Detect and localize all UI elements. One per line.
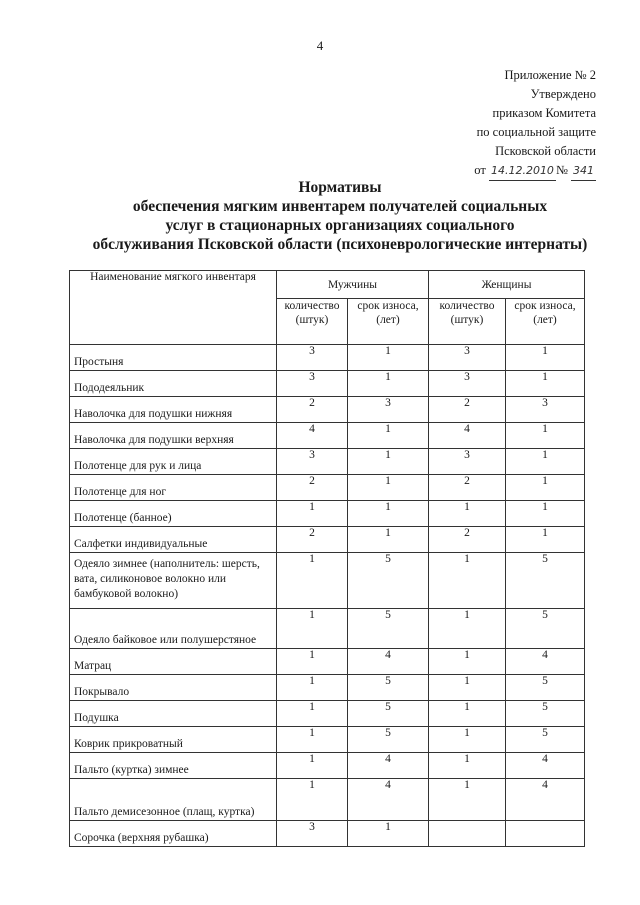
women-term: 4 (506, 753, 585, 779)
approval-appendix: Приложение № 2 (504, 68, 596, 82)
approval-number-label: № (555, 163, 568, 177)
header-women-term (506, 299, 585, 345)
men-quantity: 2 (277, 475, 348, 501)
men-term: 4 (348, 779, 429, 821)
men-quantity: 3 (277, 371, 348, 397)
women-term: 4 (506, 649, 585, 675)
handwritten-number: 341 (571, 161, 596, 181)
men-term: 1 (348, 475, 429, 501)
men-quantity: 2 (277, 527, 348, 553)
header-qty-line1: количество (284, 300, 340, 312)
item-name: Пальто демисезонное (плащ, куртка) (70, 779, 277, 821)
women-term (506, 821, 585, 847)
document-title (40, 178, 640, 254)
men-quantity: 1 (277, 727, 348, 753)
header-term-line1: срок износа, (514, 300, 576, 312)
header-item-name: Наименование мягкого инвентаря (70, 271, 277, 345)
women-term: 1 (506, 501, 585, 527)
item-name: Полотенце (банное) (70, 501, 277, 527)
header-term-line2: (лет) (376, 314, 400, 326)
women-quantity: 2 (429, 397, 506, 423)
women-term: 1 (506, 423, 585, 449)
table-row (70, 423, 585, 449)
title-line-3: услуг в стационарных организациях социального (165, 217, 515, 234)
header-qty-line2: (штук) (295, 314, 329, 326)
page-number: 4 (316, 38, 324, 53)
men-term: 5 (348, 553, 429, 609)
table-row (70, 371, 585, 397)
table-row (70, 397, 585, 423)
header-men-term (348, 299, 429, 345)
men-quantity: 1 (277, 675, 348, 701)
item-name: Сорочка (верхняя рубашка) (70, 821, 277, 847)
women-quantity: 1 (429, 753, 506, 779)
table-row (70, 345, 585, 371)
men-term: 4 (348, 753, 429, 779)
header-group-men: Мужчины (277, 271, 429, 299)
women-term: 1 (506, 449, 585, 475)
men-quantity: 1 (277, 701, 348, 727)
item-name: Одеяло байковое или полушерстяное (70, 609, 277, 649)
women-quantity: 1 (429, 553, 506, 609)
item-name: Одеяло зимнее (наполнитель: шерсть, вата, силиконовое волокно или бамбуковой волокно) (70, 553, 277, 609)
women-term: 5 (506, 727, 585, 753)
women-quantity: 3 (429, 449, 506, 475)
item-name: Салфетки индивидуальные (70, 527, 277, 553)
men-term: 5 (348, 675, 429, 701)
women-quantity: 1 (429, 779, 506, 821)
header-term-line1: срок износа, (357, 300, 419, 312)
table-row (70, 821, 585, 847)
item-name: Полотенце для ног (70, 475, 277, 501)
men-term: 1 (348, 527, 429, 553)
item-name: Полотенце для рук и лица (70, 449, 277, 475)
header-men-quantity (277, 299, 348, 345)
men-quantity: 1 (277, 779, 348, 821)
men-term: 1 (348, 423, 429, 449)
header-qty-line2: (штук) (450, 314, 484, 326)
women-quantity: 2 (429, 527, 506, 553)
item-name: Коврик прикроватный (70, 727, 277, 753)
women-quantity: 1 (429, 501, 506, 527)
men-term: 1 (348, 501, 429, 527)
approval-region: Псковской области (495, 144, 596, 158)
men-term: 4 (348, 649, 429, 675)
handwritten-date: 14.12.2010 (489, 161, 556, 181)
table-row (70, 553, 585, 609)
men-quantity: 2 (277, 397, 348, 423)
title-line-1: Нормативы (298, 179, 382, 196)
approval-order: приказом Комитета (492, 106, 596, 120)
men-quantity: 1 (277, 753, 348, 779)
men-term: 1 (348, 371, 429, 397)
table-row (70, 501, 585, 527)
table-row (70, 475, 585, 501)
item-name: Наволочка для подушки верхняя (70, 423, 277, 449)
women-term: 5 (506, 675, 585, 701)
table-row (70, 649, 585, 675)
women-quantity: 1 (429, 701, 506, 727)
women-term: 5 (506, 553, 585, 609)
men-term: 3 (348, 397, 429, 423)
item-name: Пальто (куртка) зимнее (70, 753, 277, 779)
men-quantity: 3 (277, 821, 348, 847)
table-row (70, 727, 585, 753)
norms-table (69, 270, 585, 847)
men-quantity: 1 (277, 553, 348, 609)
women-quantity: 3 (429, 345, 506, 371)
men-term: 5 (348, 701, 429, 727)
table-row (70, 449, 585, 475)
table-row (70, 779, 585, 821)
men-term: 5 (348, 727, 429, 753)
men-quantity: 3 (277, 449, 348, 475)
header-women-quantity (429, 299, 506, 345)
men-term: 5 (348, 609, 429, 649)
men-term: 1 (348, 345, 429, 371)
approval-stamp (396, 66, 596, 181)
table-row (70, 753, 585, 779)
women-quantity: 4 (429, 423, 506, 449)
men-quantity: 1 (277, 649, 348, 675)
title-line-4: обслуживания Псковской области (психоневрологические интернаты) (92, 236, 588, 253)
women-term: 1 (506, 371, 585, 397)
men-term: 1 (348, 821, 429, 847)
item-name: Простыня (70, 345, 277, 371)
header-group-women: Женщины (429, 271, 585, 299)
women-term: 1 (506, 475, 585, 501)
table-row (70, 609, 585, 649)
header-qty-line1: количество (439, 300, 495, 312)
item-name: Покрывало (70, 675, 277, 701)
item-name: Подушка (70, 701, 277, 727)
item-name: Наволочка для подушки нижняя (70, 397, 277, 423)
women-quantity: 2 (429, 475, 506, 501)
item-name: Пододеяльник (70, 371, 277, 397)
men-quantity: 1 (277, 609, 348, 649)
approval-committee: по социальной защите (476, 125, 596, 139)
women-quantity: 1 (429, 727, 506, 753)
men-term: 1 (348, 449, 429, 475)
women-term: 1 (506, 345, 585, 371)
women-quantity: 1 (429, 609, 506, 649)
women-term: 3 (506, 397, 585, 423)
approval-from-label: от (474, 163, 486, 177)
women-term: 5 (506, 609, 585, 649)
men-quantity: 4 (277, 423, 348, 449)
women-term: 4 (506, 779, 585, 821)
table-row (70, 701, 585, 727)
title-line-2: обеспечения мягким инвентарем получателей социальных (132, 198, 548, 215)
men-quantity: 1 (277, 501, 348, 527)
women-term: 5 (506, 701, 585, 727)
header-term-line2: (лет) (533, 314, 557, 326)
approval-approved: Утверждено (530, 87, 596, 101)
women-term: 1 (506, 527, 585, 553)
table-row (70, 675, 585, 701)
women-quantity: 1 (429, 675, 506, 701)
women-quantity: 1 (429, 649, 506, 675)
item-name: Матрац (70, 649, 277, 675)
table-row (70, 527, 585, 553)
women-quantity: 3 (429, 371, 506, 397)
women-quantity (429, 821, 506, 847)
men-quantity: 3 (277, 345, 348, 371)
